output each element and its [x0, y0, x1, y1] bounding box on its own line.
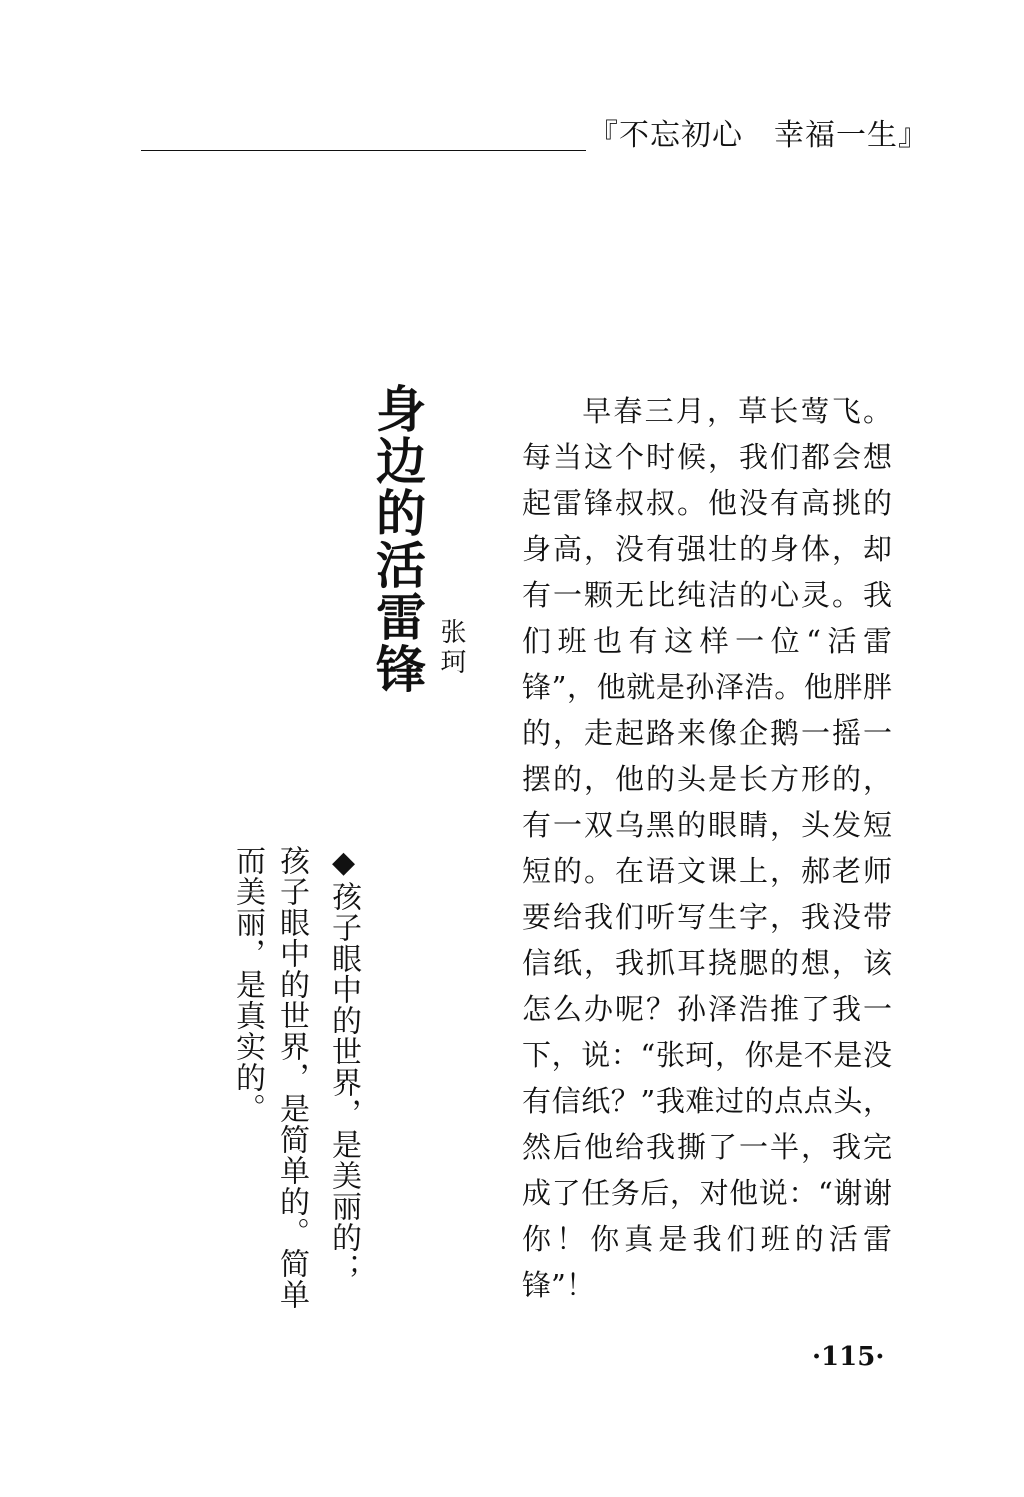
header-rule — [141, 150, 586, 151]
side-comments — [225, 845, 365, 1325]
side-comment-2: 孩子眼中的世界，是简单的。简单而美丽，是真实的。 — [230, 845, 309, 1310]
article-author: 张珂 — [436, 618, 466, 678]
article-title: 身边的活雷锋 — [368, 383, 427, 695]
running-header: 『不忘初心 幸福一生』 — [588, 118, 929, 153]
article-body — [522, 388, 892, 1308]
page-number: ·115· — [812, 1342, 885, 1372]
article-body-text: 早春三月，草长莺飞。每当这个时候，我们都会想起雷锋叔叔。他没有高挑的身高，没有强壮的身体，却有一颗无比纯洁的心灵。我们班也有这样一位“活雷锋”，他就是孙泽浩。他胖胖的，走起路来像企鹅一摇一摆的，他的头是长方形的，有一双乌黑的眼睛，头发短短的。在语文课上，郝老师要给我们听写生字，我没带信纸，我抓耳挠腮的想，该怎么办呢？孙泽浩推了我一下，说：“张珂，你是不是没有信纸？”我难过的点点头，然后他给我撕了一半，我完成了任务后，对他说：“谢谢你！你真是我们班的活雷锋”！ — [522, 394, 892, 1302]
side-comment-1: ◆孩子眼中的世界，是美丽的； — [326, 845, 361, 1284]
